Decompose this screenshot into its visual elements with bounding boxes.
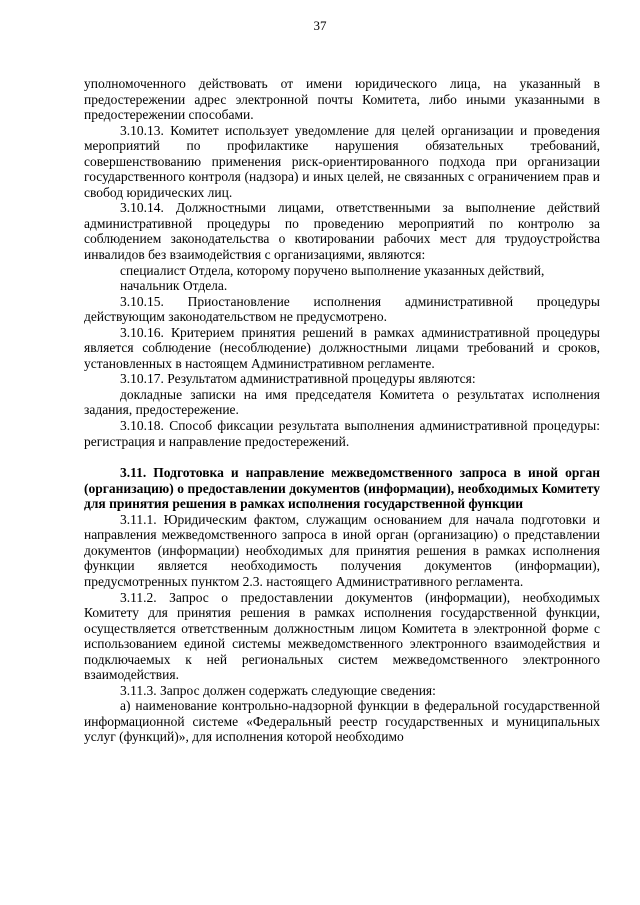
paragraph: 3.10.16. Критерием принятия решений в рамках административной процедуры является соблюдение (несоблюдение) должностными лицами требований и сроков, установленных в настоящем Административном регламенте. [84, 324, 600, 371]
paragraph: а) наименование контрольно-надзорной функции в федеральной государственной информационной системе «Федеральный реестр государственных и муниципальных услуг (функций)», для исполнения которой необходимо [84, 698, 600, 745]
section-heading: 3.11. Подготовка и направление межведомственного запроса в иной орган (организацию) о предоставлении документов (информации), необходимых Комитету для принятия решения в рамках исполнения государственной функции [84, 465, 600, 512]
paragraph: докладные записки на имя председателя Комитета о результатах исполнения задания, предостережение. [84, 386, 600, 418]
paragraph: начальник Отдела. [120, 278, 228, 294]
paragraph: 3.10.18. Способ фиксации результата выполнения административной процедуры: регистрация и направление предостережений. [84, 418, 600, 449]
paragraph: 3.10.17. Результатом административной процедуры являются: [120, 371, 476, 387]
paragraph: 3.11.1. Юридическим фактом, служащим основанием для начала подготовки и направления межведомственного запроса в иной орган (организацию) о представлении документов (информации) необходимых для принятия решения в рамках исполнения функции является необходимость получения документов (информации), предусмотренных пунктом 2.3. настоящего Административного регламента. [84, 511, 600, 589]
paragraph: 3.10.15. Приостановление исполнения административной процедуры действующим законодательством не предусмотрено. [84, 293, 600, 325]
paragraph: 3.10.13. Комитет использует уведомление для целей организации и проведения мероприятий по профилактике нарушения обязательных требований, совершенствованию применения риск-ориентированного подхода при организации государственного контроля (надзора) и иных целей, не связанных с ограничением прав и свобод юридических лиц. [84, 122, 600, 200]
paragraph: 3.11.2. Запрос о предоставлении документов (информации), необходимых Комитету для принятия решения в рамках исполнения государственной функции, осуществляется ответственным должностным лицом Комитета в электронной форме с использованием единой системы межведомственного электронного взаимодействия и подключаемых к ней региональных систем межведомственного электронного взаимодействия. [84, 589, 600, 683]
paragraph: специалист Отдела, которому поручено выполнение указанных действий, [120, 262, 545, 278]
page-number: 37 [313, 18, 327, 33]
paragraph: уполномоченного действовать от имени юридического лица, на указанный в предостережении адрес электронной почты Комитета, либо иными указанными в предостережении способами. [84, 76, 600, 123]
paragraph: 3.11.3. Запрос должен содержать следующие сведения: [120, 682, 436, 698]
document-body [84, 76, 600, 745]
paragraph: 3.10.14. Должностными лицами, ответственными за выполнение действий административной процедуры по проведению мероприятий по контролю за соблюдением законодательства о квотировании рабочих мест для трудоустройства инвалидов без взаимодействия с организациями, являются: [84, 200, 600, 263]
